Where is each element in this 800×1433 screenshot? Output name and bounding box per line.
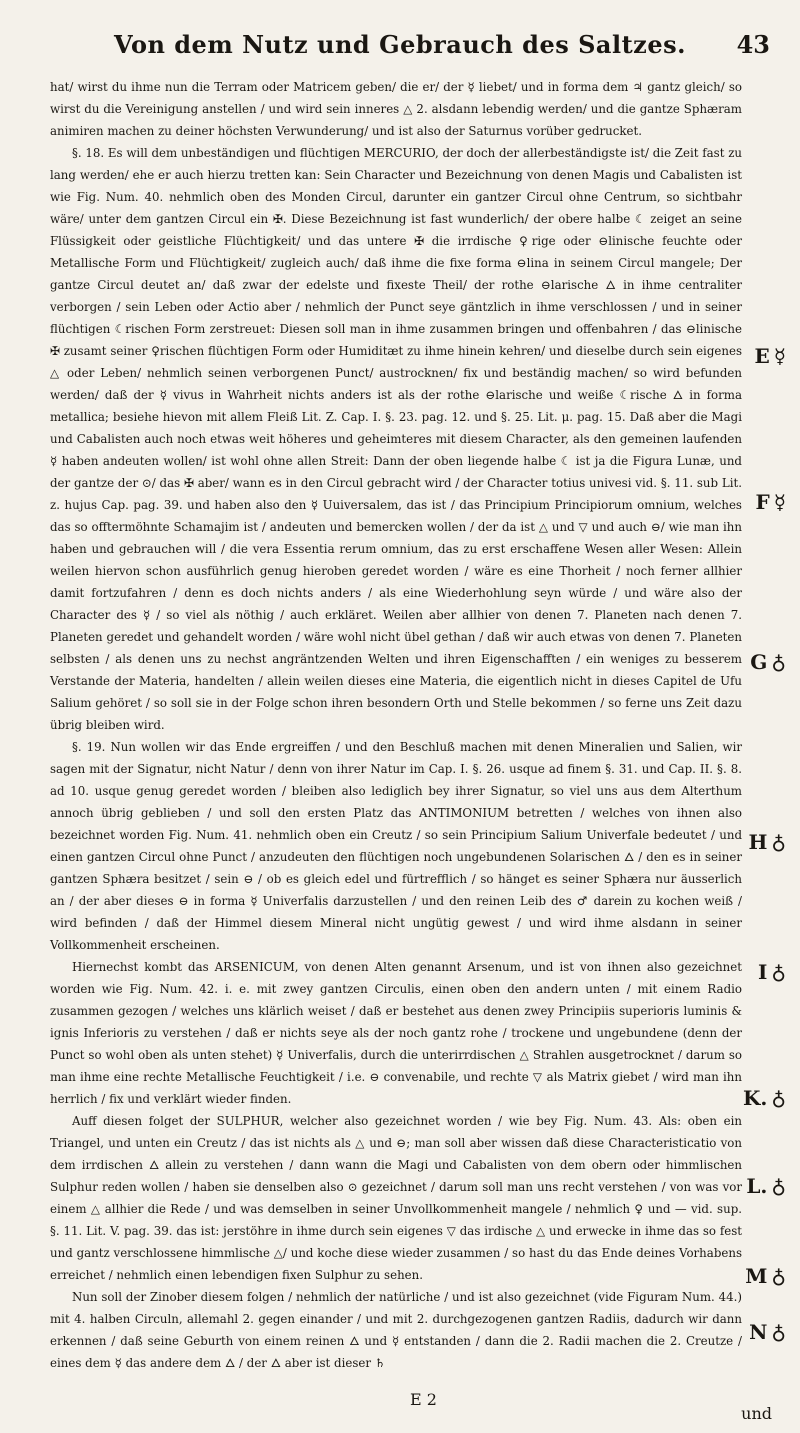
margin-mark-n (749, 1322, 786, 1342)
signature-mark: E 2 (410, 1390, 437, 1409)
page-header (0, 26, 800, 66)
margin-letter: F (755, 490, 770, 514)
antimony-symbol-icon: ♁ (771, 650, 786, 674)
paragraph-zinober: Nun soll der Zinober diesem folgen / nehmlich der natürliche / und ist also gezeichnet (vide Figuram Num. 44.) mit 4. halben Circuln, allemahl 2. gegen einander / und mit 2. durchgezogenen gantzen Radiis, dadurch wir dann erkennen / daß seine Geburth von einem reinen 🜂 und ☿ entstanden / dann die 2. Radii machen die 2. Creutze / eines dem ☿ das andere dem 🜂 / der 🜂 aber ist dieser ♄ (50, 1290, 742, 1370)
mercury-symbol-icon: ☿ (773, 490, 786, 514)
paragraph-continuation: hat/ wirst du ihme nun die Terram oder Matricem geben/ die er/ der ☿ liebet/ und in forma dem ♃ gantz gleich/ so wirst du die Vereinigung anstellen / und wird sein inneres △ 2. alsdann lebendig werden/ und die gantze Sphæram animiren machen zu deiner höchsten Verwunderung/ und ist also der Saturnus vorüber gedrucket. (50, 80, 742, 138)
antimony-symbol-icon: ♁ (771, 1174, 786, 1198)
figure-margin-marks (743, 0, 800, 1433)
margin-letter: L. (746, 1174, 768, 1198)
margin-mark-g (750, 652, 786, 672)
paragraph-section-18: §. 18. Es will dem unbeständigen und flüchtigen MERCURIO, der doch der allerbeständigste ist/ die Zeit fast zu lang werden/ ehe er auch hierzu tretten kan: Sein Character und Bezeichnung von denen Magis und Cabalisten ist wie Fig. Num. 40. nehmlich oben des Monden Circul, darunter ein gantzer Circul ohne Centrum, so sichtbahr wäre/ unter dem gantzen Circul ein ✠. Diese Bezeichnung ist fast wunderlich/ der obere halbe ☾ zeiget an seine Flüssigkeit oder geistliche Flüchtigkeit/ und das untere ✠ die irrdische ♀rige oder ⊖linische feuchte oder Metallische Form und Flüchtigkeit/ zugleich auch/ daß ihme die fixe forma ⊖lina in seinem Circul mangele; Der gantze Circul deutet an/ daß zwar der edelste und fixeste Theil/ der rothe ⊖larische 🜂 in ihme centraliter verborgen / sein Leben oder Actio aber / nehmlich der Punct seye gäntzlich in ihme verschlossen / und in seiner flüchtigen ☾rischen Form zerstreuet: Diesen soll man in ihme zusammen bringen und offenbahren / das ⊖linische ✠ zusamt seiner ♀rischen flüchtigen Form oder Humiditæt zu ihme hinein kehren/ und dieselbe durch sein eigenes △ oder Leben/ nehmlich seinen verborgenen Punct/ austrocknen/ fix und beständig machen/ so wird befunden werden/ daß der ☿ vivus in Wahrheit nichts anders ist als der rothe ⊖larische und weiße ☾rische 🜂 in forma metallica; besiehe hievon mit allem Fleiß Lit. Z. Cap. I. §. 23. pag. 12. und §. 25. Lit. μ. pag. 15. Daß aber die Magi und Cabalisten auch noch etwas weit höheres und geheimteres mit diesem Character, als den gemeinen laufenden ☿ haben andeuten wollen/ ist wohl ohne allen Streit: Dann der oben liegende halbe ☾ ist ja die Figura Lunæ, und der gantze der ⊙/ das ✠ aber/ wann es in den Circul gebracht wird / der Character totius univesi vid. §. 11. sub Lit. z. hujus Cap. pag. 39. und haben also den ☿ Uuiversalem, das ist / das Principium Principiorum omnium, welches das so offtermöhnte Schamajim ist / andeuten und bemercken wollen / der da ist △ und ▽ und auch ⊖/ wie man ihn haben und gebrauchen will / die vera Essentia rerum omnium, das zu erst erschaffene Wesen aller Wesen: Allein weilen hiervon schon ausführlich genug hieroben geredet worden / wäre es eine Thorheit / noch ferner allhier damit fortzufahren / denn es doch nichts anders / als eine Wiederhohlung seyn würde / und wäre also der Character des ☿ / so viel als nöthig / auch erkläret. Weilen aber allhier von denen 7. Planeten nach denen 7. Planeten geredet und gehandelt worden / wäre wohl nicht übel gethan / daß wir auch etwas von denen 7. Planeten selbsten / als denen uns zu nechst angräntzenden Welten und ihren Eigenschafften / ein weniges zu besserem Verstande der Materia, handelten / allein weilen dieses eine Materia, die eigentlich nicht in dieses Capitel de Ufu Salium gehöret / so soll sie in der Folge schon ihren besondern Orth und Stelle bekommen / so ferne uns Zeit dazu übrig bleiben wird. (50, 146, 743, 732)
margin-letter: H (748, 830, 768, 854)
margin-mark-f (756, 492, 786, 512)
margin-letter: M (745, 1264, 768, 1288)
mercury-symbol-icon: ☿ (773, 344, 786, 368)
body-text (50, 76, 742, 1374)
margin-letter: E (754, 344, 770, 368)
antimony-symbol-icon: ♁ (771, 1320, 786, 1344)
margin-mark-k (743, 1088, 786, 1108)
paragraph-section-19: §. 19. Nun wollen wir das Ende ergreiffen / und den Beschluß machen mit denen Mineralien und Salien, wir sagen mit der Signatur, nicht Natur / denn von ihrer Natur im Cap. I. §. 26. usque ad finem §. 31. und Cap. II. §. 8. ad 10. usque genug geredet worden / bleiben also lediglich bey ihrer Signatur, so viel uns aus dem Alterthum annoch übrig geblieben / und soll den ersten Platz das ANTIMONIUM betretten / welches von ihnen also bezeichnet worden Fig. Num. 41. nehmlich oben ein Creutz / so sein Principium Salium Univerfale bedeutet / und einen gantzen Circul ohne Punct / anzudeuten den flüchtigen noch ungebundenen Solarischen 🜂 / den es in seiner gantzen Sphæra besitzet / sein ⊖ / ob es gleich edel und fürtrefflich / so hänget es seiner Sphæra nur äusserlich an / der aber dieses ⊖ in forma ☿ Univerfalis darzustellen / und den reinen Leib des ♂ darein zu kochen weiß / wird befinden / daß der Himmel diesem Mineral nicht ungütig gewest / und wird ihme alsdann in seiner Vollkommenheit erscheinen. (50, 740, 742, 952)
margin-mark-e (754, 346, 786, 366)
page-number: 43 (736, 30, 770, 59)
margin-mark-i (758, 962, 786, 982)
antimony-symbol-icon: ♁ (771, 960, 786, 984)
margin-letter: K. (743, 1086, 768, 1110)
antimony-symbol-icon: ♁ (771, 1264, 786, 1288)
margin-letter: I (758, 960, 768, 984)
paragraph-arsenicum: Hiernechst kombt das ARSENICUM, von denen Alten genannt Arsenum, und ist von ihnen also gezeichnet worden wie Fig. Num. 42. i. e. mit zwey gantzen Circulis, einen oben den andern unten / mit einem Radio zusammen gezogen / welches uns klärlich weiset / daß er bestehet aus denen zwey Principiis superioris luminis & ignis Inferioris zu verstehen / daß er nichts seye als der noch gantz rohe / trockene und ungebundene (denn der Punct so wohl oben als unten stehet) ☿ Univerfalis, durch die unterirrdischen △ Strahlen ausgetrocknet / darum so man ihme eine rechte Metallische Feuchtigkeit / i.e. ⊖ convenabile, und rechte ▽ als Matrix giebet / wird man ihn herrlich / fix und verklärt wieder finden. (50, 960, 742, 1106)
margin-mark-h (748, 832, 786, 852)
margin-letter: G (750, 650, 768, 674)
margin-mark-l (746, 1176, 786, 1196)
margin-mark-m (745, 1266, 786, 1286)
antimony-symbol-icon: ♁ (771, 830, 786, 854)
paragraph-sulphur: Auff diesen folget der SULPHUR, welcher also gezeichnet worden / wie bey Fig. Num. 43. Als: oben ein Triangel, und unten ein Creutz / das ist nichts als △ und ⊖; man soll aber wissen daß diese Characteristicatio von dem irrdischen 🜂 allein zu verstehen / dann wann die Magi und Cabalisten von dem obern oder himmlischen Sulphur reden wollen / haben sie denselben also ⊙ gezeichnet / darum soll man uns recht verstehen / von was vor einem △ allhier die Rede / und was demselben in seiner Unvollkommenheit mangele / nehmlich ♀ und — vid. sup. §. 11. Lit. V. pag. 39. das ist: jerstöhre in ihme durch sein eigenes ▽ das irdische △ und erwecke in ihme das so fest und gantz verschlossene himmlische △/ und koche diese wieder zusammen / so hast du das Ende deines Vorhabens erreichet / nehmlich einen lebendigen fixen Sulphur zu sehen. (50, 1114, 742, 1282)
running-title: Von dem Nutz und Gebrauch des Saltzes. (114, 30, 686, 59)
catchword: und (741, 1404, 772, 1423)
margin-letter: N (749, 1320, 768, 1344)
antimony-symbol-icon: ♁ (771, 1086, 786, 1110)
